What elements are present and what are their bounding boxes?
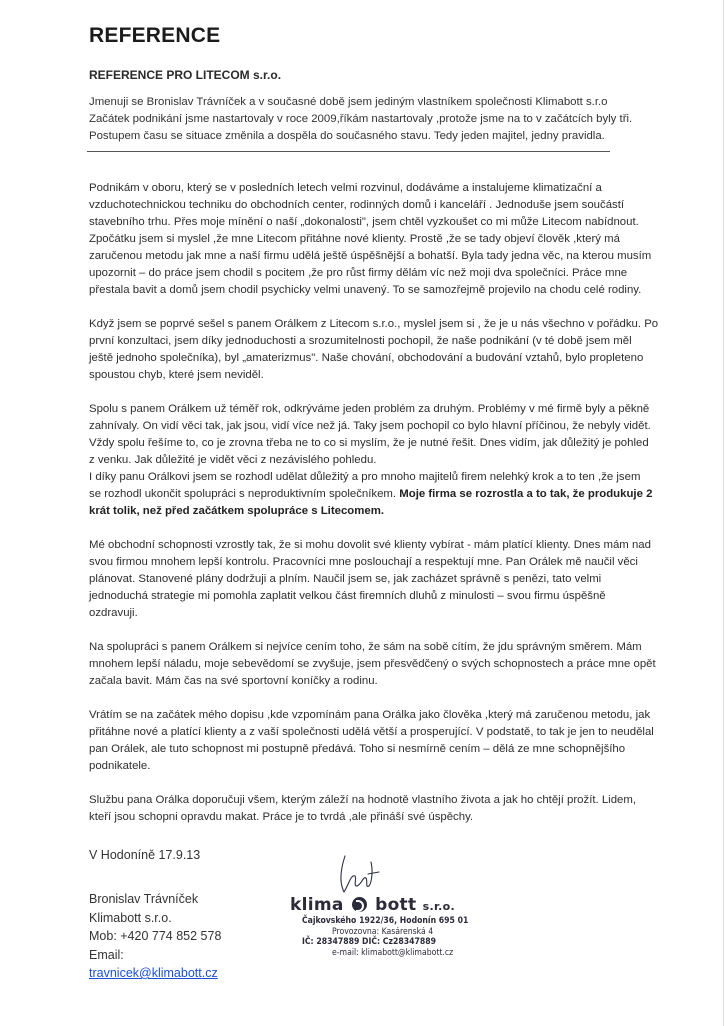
paragraph-4 [89, 537, 649, 622]
paragraph-6 [89, 707, 654, 775]
text-line [89, 486, 653, 503]
paragraph-5 [89, 639, 656, 690]
stamp-branch: Provozovna: Kasárenská 4 [332, 926, 434, 937]
text-line: svou firmou mnohem lepší kontrolu. Pracovníci mne poslouchají a respektují mne. Pan Orálek mě naučil věci [89, 556, 638, 568]
intro-line: Postupem času se situace změnila a dospěla do současného stavu. Tedy jeden majitel, jedny pravidla. [89, 130, 605, 142]
signature-block [89, 890, 221, 983]
text-line: plánovat. Stanovené plány dodržuji a plním. Naučil jsem se, jak zacházet správně s penězi, tato velmi [89, 573, 602, 585]
text-line: ozdravuji. [89, 607, 138, 619]
klimabott-logo-icon [352, 897, 367, 912]
paragraph-1 [89, 180, 652, 299]
signer-email-row [89, 946, 221, 983]
text-line: z venku. Jak důležité je vidět věci z nezávislého pohledu. [89, 454, 377, 466]
text-line: ještě jednoho společníka), byl „amaterizmus". Naše chování, obchodování a budování vztahů, bylo propleteno [89, 352, 644, 364]
intro-line: Začátek podnikání jsme nastartovaly v roce 2009,říkám nastartovaly ,protože jsme na to v začátcích byly tři. [89, 113, 633, 125]
text-line: zaručenou metodu jak mne a naší firmu udělá ještě úspěšnější a bohatší. Byla tady jedna věc, na kterou musím [89, 250, 652, 262]
stamp-email: e-mail: klimabott@klimabott.cz [332, 947, 454, 958]
text-line: pan Orálek, ale tuto schopnost mi postupně předává. Toho si nesmírně cením – dělá ze mne schopnějšího [89, 743, 626, 755]
text-line: Vždy spolu řešíme to, co je zrovna třeba ne to co si myslím, že je nutné řešit. Dnes vidím, jak důležitý je pohled [89, 437, 649, 449]
text-line: Když jsem se poprvé sešel s panem Orálkem z Litecom s.r.o., myslel jsem si , že je u nás všechno v pořádku. Po [89, 318, 659, 330]
handwritten-signature [335, 848, 381, 898]
paragraph-3 [89, 401, 653, 520]
stamp-address: Čajkovského 1922/36, Hodonín 695 01 [302, 916, 469, 926]
text-line: jednoduchá strategie mi pomohla zaplatit velkou část firemních dluhů z minulosti – svou firmu úspěšně [89, 590, 606, 602]
text-line: upozornit – do práce jsem chodil s pocitem ,že pro růst firmy dělám víc než moji dva společníci. Práce mne [89, 267, 628, 279]
divider-line [87, 151, 610, 152]
paragraph-2 [89, 316, 659, 384]
place-date: V Hodoníně 17.9.13 [89, 848, 201, 862]
paragraph-7 [89, 792, 649, 826]
text-line: spoustou chyb, které jsem neviděl. [89, 369, 264, 381]
text-line: Mé obchodní schopnosti vzrostly tak, že si mohu dovolit své klienty vybírat - mám platící klienty. Dnes mám nad [89, 539, 651, 551]
text-line: první konzultaci, jsem díky jednoduchosti a srozumitelnosti pochopil, že naše podnikání (v té době jsem měl [89, 335, 632, 347]
text-line: přitáhne nové a platící klienty a z vaší společnosti udělá větší a prosperující. V podstatě, to tak je jen to neudělal [89, 726, 654, 738]
intro-paragraph [89, 94, 649, 145]
scan-edge [723, 0, 724, 1026]
text-segment: se rozhodl ukončit spolupráci s neproduktivním společníkem. [89, 488, 397, 500]
text-line: mnohem lepší náladu, moje sebevědomí se zvyšuje, jsem přesvědčený o svých schopnostech a práce mne opět [89, 658, 656, 670]
text-line: zahnívaly. On vidí věci tak, jak jsou, vidí více než já. Taky jsem pochopil co bylo hlavní příčinou, že nebyly vidět. [89, 420, 651, 432]
stamp-brand-left: klima [290, 895, 344, 915]
text-line: Službu pana Orálka doporučuji všem, kterým záleží na hodnotě vlastního života a jak ho chtějí prožít. Lidem, [89, 794, 637, 806]
text-line: podnikatele. [89, 760, 151, 772]
stamp-brand-right: bott [375, 895, 417, 915]
signer-name: Bronislav Trávníček [89, 892, 199, 906]
intro-line: Jmenuji se Bronislav Trávníček a v současné době jsem jediným vlastníkem společnosti Klimabott s.r.o [89, 96, 608, 108]
text-line: kteří jsou schopni opravdu makat. Práce je to tvrdá ,ale přináší své úspěchy. [89, 811, 474, 823]
text-line: vzduchotechnickou techniku do obchodních center, rodinných domů i kanceláří . Jednoduše jsem součástí [89, 199, 625, 211]
email-link[interactable]: travnicek@klimabott.cz [89, 966, 218, 980]
signer-phone: Mob: +420 774 852 578 [89, 929, 222, 943]
text-line: Vrátím se na začátek mého dopisu ,kde vzpomínám pana Orálka jako člověka ,který má zaručenou metodu, jak [89, 709, 651, 721]
text-line: začala bavit. Mám čas na své sportovní koníčky a rodinu. [89, 675, 378, 687]
text-line: Zpočátku jsem si myslel ,že mne Litecom přitáhne nové klienty. Prostě ,že se tady objeví člověk ,který má [89, 233, 620, 245]
signer-company: Klimabott s.r.o. [89, 910, 172, 925]
bold-highlight: krát tolik, než před začátkem spolupráce s Litecomem. [89, 505, 384, 517]
text-line: stavebního trhu. Přes moje mínění o naší „dokonalosti", jsem chtěl vyzkoušet co mi může Litecom nabídnout. [89, 216, 639, 228]
stamp-ids: IČ: 28347889 DIČ: Cz28347889 [302, 937, 437, 947]
stamp-brand-suffix: s.r.o. [422, 900, 455, 913]
company-stamp [290, 895, 469, 966]
text-line: Na spolupráci s panem Orálkem si nejvíce cením toho, že sám na sobě cítím, že jdu správným směrem. Mám [89, 641, 642, 653]
document-title: REFERENCE [89, 24, 221, 47]
document-subtitle: REFERENCE PRO LITECOM s.r.o. [89, 68, 282, 82]
text-line [89, 503, 649, 520]
text-line: Podnikám v oboru, který se v posledních letech velmi rozvinul, dodáváme a instalujeme klimatizační a [89, 182, 602, 194]
letter-body [89, 180, 659, 826]
text-line: Spolu s panem Orálkem už téměř rok, odkrýváme jeden problém za druhým. Problémy v mé firmě byly a pěkně [89, 403, 650, 415]
email-label: Email: [89, 947, 124, 962]
text-line: přestala bavit a domů jsem chodil psychicky velmi unavený. To se samozřejmě projevilo na chodu celé rodiny. [89, 284, 642, 296]
text-line: I díky panu Orálkovi jsem se rozhodl udělat důležitý a pro mnoho majitelů firem nelehký krok a to ten ,že jsem [89, 471, 641, 483]
bold-highlight: Moje firma se rozrostla a to tak, že produkuje 2 [396, 488, 653, 500]
stamp-brand [290, 896, 455, 916]
